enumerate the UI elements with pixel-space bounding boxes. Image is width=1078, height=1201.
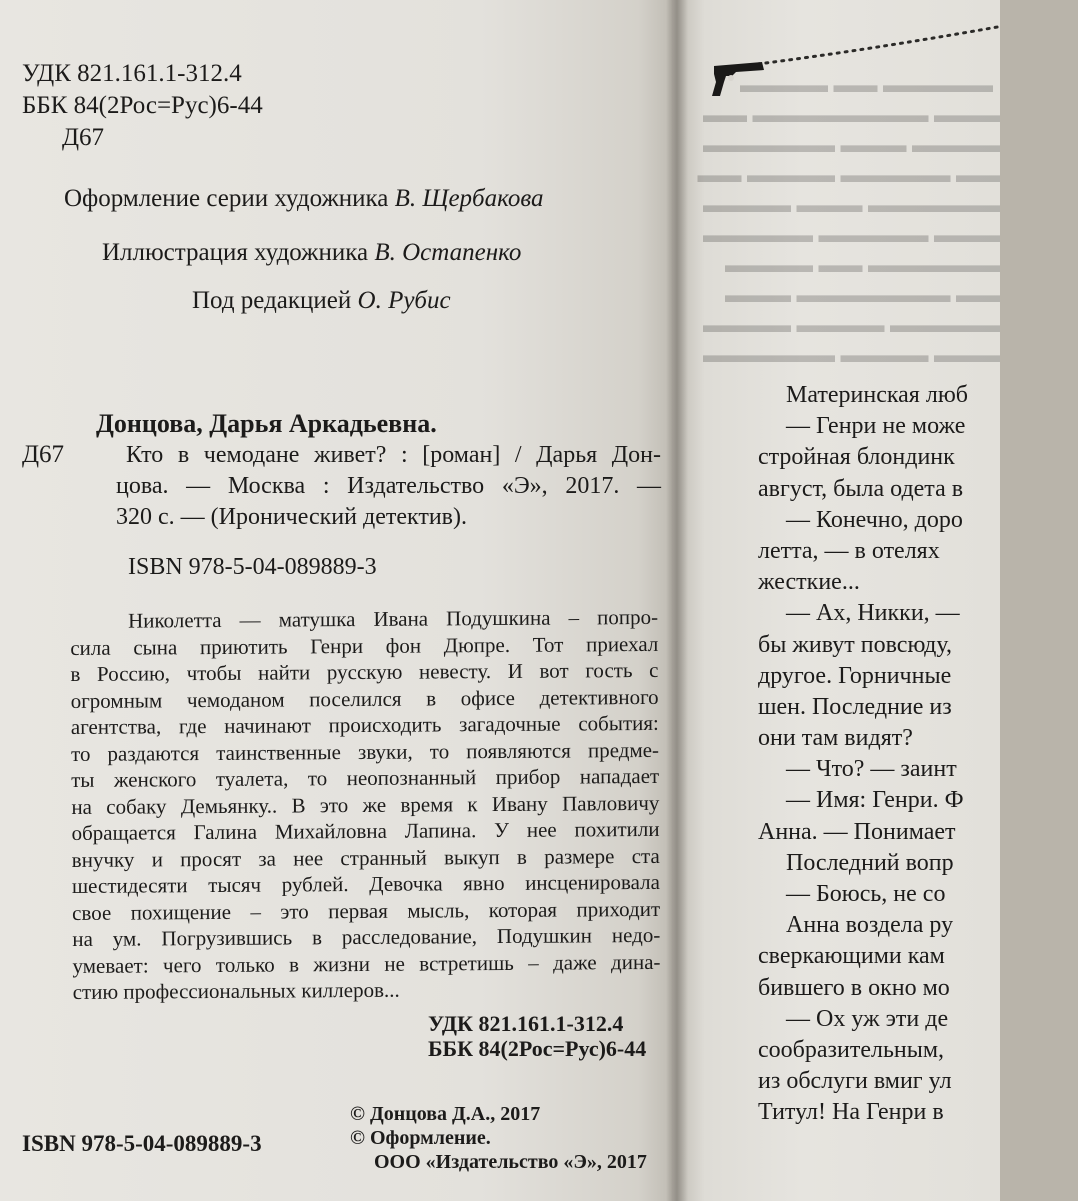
- author-code: Д67: [62, 124, 105, 151]
- annotation: [70, 604, 661, 1006]
- credit-role: Оформление серии художника: [64, 185, 389, 212]
- text-line: — Боюсь, не со: [786, 881, 946, 907]
- credit-series-design: [64, 185, 544, 213]
- credit-role: Под редакцией: [192, 287, 352, 314]
- margin-author-code: Д67: [22, 441, 65, 468]
- text-line: другое. Горничные: [758, 662, 952, 689]
- udk-code: УДК 821.161.1-312.4: [22, 60, 242, 87]
- annotation-line: сила сына приютить Генри фон Дюпре. Тот приехал: [70, 631, 659, 660]
- text-line: они там видят?: [758, 725, 913, 752]
- text-line: шен. Последние из: [758, 693, 952, 720]
- text-line: Последний вопр: [786, 849, 954, 876]
- text-line: — Имя: Генри. Ф: [786, 787, 964, 814]
- text-line: сверкающими кам: [758, 943, 945, 970]
- right-page-text: [758, 380, 1078, 1129]
- credit-name: О. Рубис: [357, 287, 451, 314]
- text-line: сообразительным,: [758, 1036, 945, 1063]
- show-through-text: ▬▬▬▬▬ ▬▬ ▬▬▬▬ ▬▬▬ ▬▬▬▬▬▬▬▬ ▬▬ ▬▬▬▬ ▬▬▬ ▬▬▬▬▬▬ ▬▬ ▬▬▬▬▬ ▬▬▬▬ ▬▬ ▬▬▬▬▬▬ ▬▬▬ ▬▬▬▬ ▬▬▬ ▬▬▬▬▬ ▬▬▬▬▬ ▬▬▬▬▬▬ ▬▬ ▬▬▬▬ ▬▬ ▬▬▬▬▬▬▬ ▬▬▬ ▬▬▬▬▬ ▬▬▬▬ ▬▬▬▬ ▬▬▬ ▬▬▬▬ ▬▬▬▬▬▬: [697, 72, 1000, 367]
- annotation-line: огромным чемоданом поселился в офисе детективного: [70, 684, 659, 713]
- annotation-line: в Россию, чтобы найти русскую невесту. И вот гость с: [70, 657, 659, 686]
- description-line: Кто в чемодане живет? : [роман] / Дарья Дон-: [126, 442, 661, 468]
- annotation-line: умевает: чего только в жизни не встретишь – даже дина-: [72, 949, 661, 978]
- text-line: Титул! На Генри в: [758, 1099, 944, 1126]
- text-line: Анна. — Понимает: [758, 818, 956, 845]
- text-line: жесткие...: [758, 569, 860, 596]
- copyright-author: © Донцова Д.А., 2017: [350, 1103, 541, 1125]
- copyright-publisher: ООО «Издательство «Э», 2017: [374, 1151, 647, 1173]
- book-gutter: [666, 0, 688, 1201]
- credit-editor: [192, 287, 451, 315]
- bibliographic-description: [116, 440, 661, 533]
- credit-name: В. Щербакова: [394, 185, 544, 212]
- bbk-code: ББК 84(2Рос=Рус)6-44: [22, 92, 263, 119]
- copyright-design: © Оформление.: [350, 1127, 491, 1149]
- isbn: ISBN 978-5-04-089889-3: [128, 554, 377, 580]
- text-line: август, была одета в: [758, 475, 964, 502]
- text-line: — Что? — заинт: [786, 756, 957, 783]
- text-line: бы живут повсюду,: [758, 631, 952, 658]
- text-line: бившего в окно мо: [758, 974, 950, 1001]
- credit-illustration: [102, 239, 521, 267]
- credit-name: В. Остапенко: [374, 239, 522, 266]
- annotation-line: Николетта — матушка Ивана Подушкина – попро-: [128, 604, 659, 633]
- description-line: 320 с. — (Иронический детектив).: [116, 504, 467, 530]
- text-line: летта, — в отелях: [758, 537, 940, 564]
- bbk-code-bottom: ББК 84(2Рос=Рус)6-44: [428, 1036, 647, 1061]
- udk-code-bottom: УДК 821.161.1-312.4: [428, 1011, 624, 1036]
- text-line: Анна воздела ру: [786, 912, 954, 939]
- text-line: — Ах, Никки, —: [786, 600, 960, 627]
- credit-role: Иллюстрация художника: [102, 239, 369, 266]
- annotation-line: на собаку Демьянку.. В это же время к Ивану Павловичу: [71, 790, 660, 819]
- annotation-line: шестидесяти тысяч рублей. Девочка явно инсценировала: [71, 869, 661, 898]
- description-line: цова. — Москва : Издательство «Э», 2017. —: [116, 473, 661, 499]
- author-name: Донцова, Дарья Аркадьевна.: [96, 409, 437, 438]
- text-line: — Конечно, доро: [786, 506, 963, 533]
- annotation-line: агентства, где начинают происходить загадочные события:: [70, 710, 659, 739]
- annotation-line: стию профессиональных киллеров...: [72, 977, 400, 1004]
- text-line: — Генри не може: [786, 413, 966, 440]
- annotation-line: на ум. Погрузившись в расследование, Подушкин недо-: [72, 922, 661, 951]
- annotation-line: внучку и просят за нее странный выкуп в размере ста: [71, 843, 660, 872]
- annotation-line: свое похищение – это первая мысль, которая приходит: [72, 896, 661, 925]
- text-line: из обслуги вмиг ул: [758, 1068, 952, 1095]
- text-line: стройная блондинк: [758, 444, 955, 471]
- annotation-line: ты женского туалета, то неопознанный прибор нападает: [71, 763, 660, 792]
- annotation-line: то раздаются таинственные звуки, то появляются предме-: [70, 737, 660, 766]
- isbn-bottom: ISBN 978-5-04-089889-3: [22, 1131, 262, 1156]
- annotation-line: обращается Галина Михайловна Лапина. У нее похитили: [71, 816, 660, 845]
- text-line: — Ох уж эти де: [786, 1005, 949, 1032]
- text-line: Материнская люб: [786, 382, 968, 408]
